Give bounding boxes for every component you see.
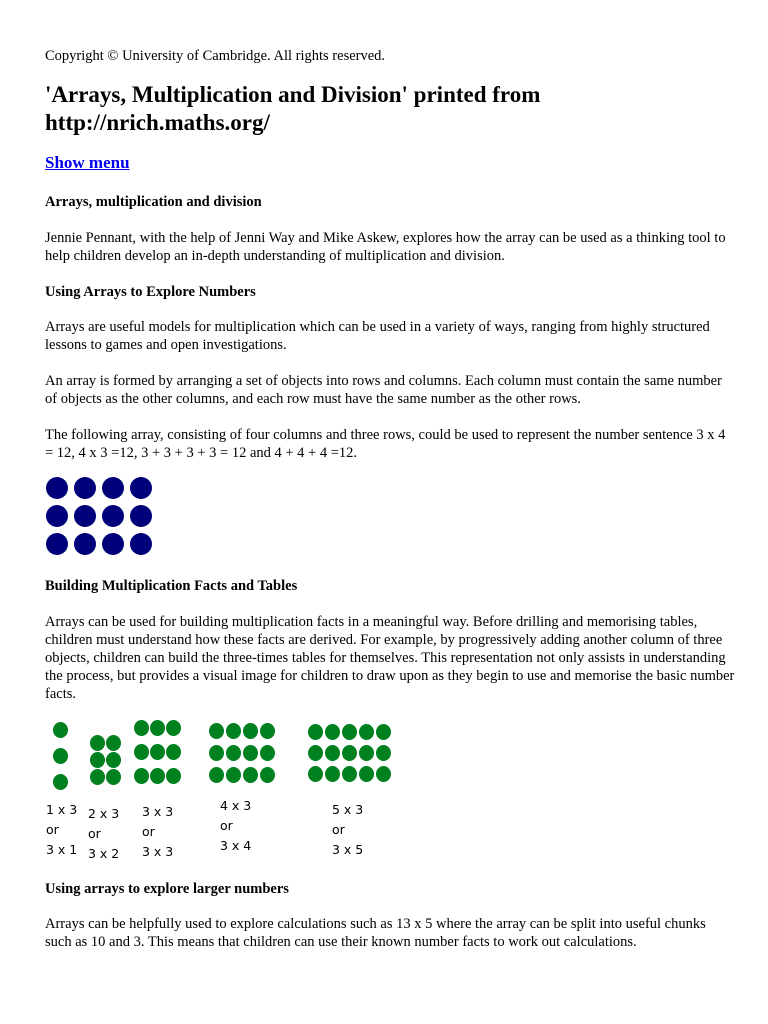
title-line-1: 'Arrays, Multiplication and Division' printed from — [45, 82, 541, 107]
section-heading-arrays: Arrays, multiplication and division — [45, 194, 262, 210]
green-array-dot — [166, 744, 181, 760]
array-caption-3: 3 x 3 — [142, 844, 174, 859]
blue-array-dot — [102, 533, 124, 555]
green-array-dot — [308, 766, 323, 782]
array-caption-3: 3 x 2 — [88, 846, 120, 861]
blue-array-dot — [74, 533, 96, 555]
blue-array-dot — [102, 505, 124, 527]
blue-array-dot — [74, 477, 96, 499]
paragraph-number-sentence: The following array, consisting of four columns and three rows, could be used to represent the number sentence 3 x 4 = 12, 4 x 3 =12, 3 + 3 + 3 + 3 = 12 and 4 + 4 + 4 =12. — [45, 427, 726, 461]
green-array-dot — [209, 723, 224, 739]
blue-array-dot — [130, 533, 152, 555]
blue-array-dot — [130, 477, 152, 499]
blue-array-dot — [46, 477, 68, 499]
green-array-dot — [90, 735, 105, 751]
green-array-dot — [166, 768, 181, 784]
intro-paragraph: Jennie Pennant, with the help of Jenni Way and Mike Askew, explores how the array can be used as a thinking tool to help children develop an in-depth understanding of multiplication and division. — [45, 230, 726, 264]
section-heading-building-facts: Building Multiplication Facts and Tables — [45, 578, 298, 594]
array-caption-1: 4 x 3 — [220, 798, 252, 813]
green-array-dot — [260, 767, 275, 783]
green-array-dot — [260, 723, 275, 739]
paragraph-array-definition: An array is formed by arranging a set of objects into rows and columns. Each column must contain the same number of objects as the other columns, and each row must have the same number as the other rows. — [45, 373, 722, 407]
array-caption-1: 1 x 3 — [46, 802, 78, 817]
blue-array-dot — [130, 505, 152, 527]
green-array-dot — [134, 744, 149, 760]
green-array-dot — [226, 723, 241, 739]
array-caption-2: or — [46, 822, 59, 837]
green-array-dot — [134, 720, 149, 736]
green-array-dot — [260, 745, 275, 761]
green-array-dot — [209, 745, 224, 761]
green-array-dot — [325, 724, 340, 740]
green-array-dot — [150, 768, 165, 784]
green-array-dot — [53, 748, 68, 764]
blue-array-dot — [46, 533, 68, 555]
green-array-dot — [106, 735, 121, 751]
green-array-dot — [359, 745, 374, 761]
green-array-dot — [243, 745, 258, 761]
paragraph-larger-numbers: Arrays can be helpfully used to explore calculations such as 13 x 5 where the array can be split into useful chunks such as 10 and 3. This means that children can use their known number facts to work out calculations. — [45, 916, 706, 950]
green-array-dot — [342, 745, 357, 761]
blue-array-dot — [102, 477, 124, 499]
green-array-dot — [53, 774, 68, 790]
title-line-2: http://nrich.maths.org/ — [45, 110, 270, 135]
green-array-dot — [359, 766, 374, 782]
green-array-dot — [226, 767, 241, 783]
green-array-dot — [150, 744, 165, 760]
green-array-dot — [376, 724, 391, 740]
array-caption-2: or — [220, 818, 233, 833]
green-array-dot — [376, 745, 391, 761]
array-caption-2: or — [88, 826, 101, 841]
section-heading-explore-numbers: Using Arrays to Explore Numbers — [45, 284, 256, 300]
green-array-dot — [106, 769, 121, 785]
green-array-dot — [342, 766, 357, 782]
green-array-dot — [53, 722, 68, 738]
array-caption-1: 5 x 3 — [332, 802, 364, 817]
green-array-dot — [325, 745, 340, 761]
green-array-dot — [243, 767, 258, 783]
array-caption-3: 3 x 1 — [46, 842, 78, 857]
green-array-dot — [359, 724, 374, 740]
green-array-dot — [150, 720, 165, 736]
blue-array-dot — [74, 505, 96, 527]
array-caption-2: or — [332, 822, 345, 837]
copyright-notice: Copyright © University of Cambridge. All rights reserved. — [45, 48, 386, 64]
page-title — [45, 81, 745, 137]
green-array-dot — [134, 768, 149, 784]
green-array-dot — [90, 752, 105, 768]
show-menu-link[interactable]: Show menu — [45, 153, 130, 172]
paragraph-building-facts: Arrays can be used for building multiplication facts in a meaningful way. Before drilling and memorising tables, children must understand how these facts are derived. For example, by progressively adding another column of three objects, children can build the three-times tables for themselves. This representation not only assists in understanding the process, but provides a visual image for children to draw upon as they begin to use and memorise the basic number facts. — [45, 614, 735, 702]
green-array-dot — [106, 752, 121, 768]
array-caption-1: 2 x 3 — [88, 806, 120, 821]
section-heading-larger-numbers: Using arrays to explore larger numbers — [45, 881, 289, 897]
array-caption-1: 3 x 3 — [142, 804, 174, 819]
green-array-dot — [325, 766, 340, 782]
blue-array-dot — [46, 505, 68, 527]
array-caption-2: or — [142, 824, 155, 839]
green-array-dot — [226, 745, 241, 761]
green-array-dot — [308, 745, 323, 761]
green-array-dot — [308, 724, 323, 740]
green-array-dot — [243, 723, 258, 739]
green-array-dot — [376, 766, 391, 782]
green-array-dot — [342, 724, 357, 740]
array-caption-3: 3 x 5 — [332, 842, 364, 857]
green-array-dot — [166, 720, 181, 736]
paragraph-useful-models: Arrays are useful models for multiplication which can be used in a variety of ways, ranging from highly structured lessons to games and open investigations. — [45, 319, 710, 353]
green-array-dot — [90, 769, 105, 785]
green-array-dot — [209, 767, 224, 783]
array-caption-3: 3 x 4 — [220, 838, 252, 853]
